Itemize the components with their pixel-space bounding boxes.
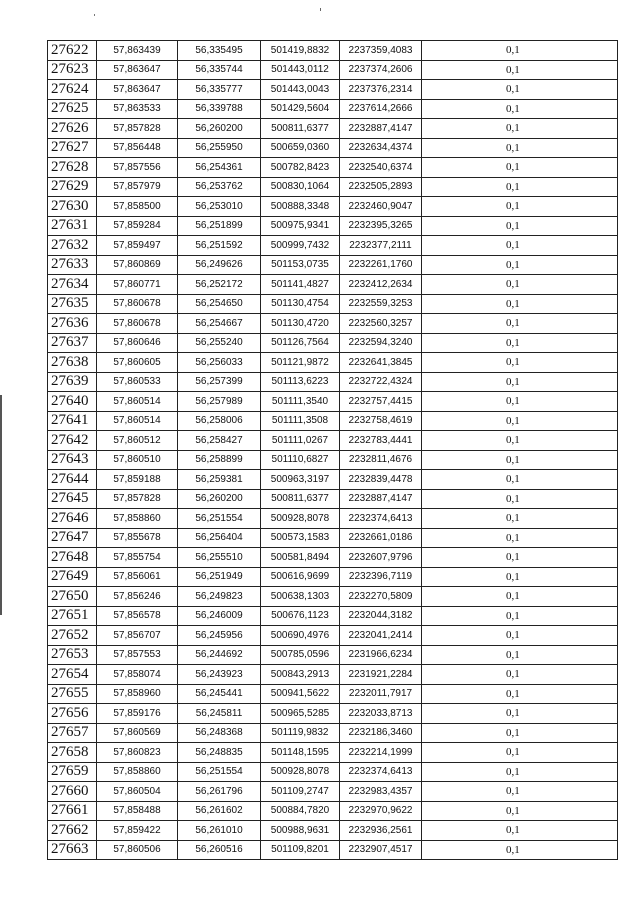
value-cell: 0,1 xyxy=(422,392,618,412)
point-number-cell: 27633 xyxy=(48,255,97,275)
latitude-cell: 57,860605 xyxy=(97,353,178,373)
table-row xyxy=(48,509,618,529)
y-coordinate-cell: 2232783,4441 xyxy=(340,431,422,451)
table-row xyxy=(48,645,618,665)
point-number-cell: 27660 xyxy=(48,782,97,802)
y-coordinate-cell: 2232261,1760 xyxy=(340,255,422,275)
point-number-cell: 27645 xyxy=(48,489,97,509)
value-cell: 0,1 xyxy=(422,509,618,529)
latitude-cell: 57,857828 xyxy=(97,119,178,139)
value-cell: 0,1 xyxy=(422,353,618,373)
y-coordinate-cell: 2232811,4676 xyxy=(340,450,422,470)
table-row xyxy=(48,840,618,860)
latitude-cell: 57,855678 xyxy=(97,528,178,548)
longitude-cell: 56,255240 xyxy=(178,333,261,353)
value-cell: 0,1 xyxy=(422,333,618,353)
value-cell: 0,1 xyxy=(422,743,618,763)
y-coordinate-cell: 2232560,3257 xyxy=(340,314,422,334)
latitude-cell: 57,860533 xyxy=(97,372,178,392)
latitude-cell: 57,860678 xyxy=(97,314,178,334)
y-coordinate-cell: 2232186,3460 xyxy=(340,723,422,743)
longitude-cell: 56,251949 xyxy=(178,567,261,587)
y-coordinate-cell: 2232011,7917 xyxy=(340,684,422,704)
x-coordinate-cell: 500811,6377 xyxy=(261,489,340,509)
table-row xyxy=(48,587,618,607)
longitude-cell: 56,258006 xyxy=(178,411,261,431)
longitude-cell: 56,256404 xyxy=(178,528,261,548)
point-number-cell: 27637 xyxy=(48,333,97,353)
longitude-cell: 56,245441 xyxy=(178,684,261,704)
table-row xyxy=(48,80,618,100)
x-coordinate-cell: 500963,3197 xyxy=(261,470,340,490)
point-number-cell: 27625 xyxy=(48,99,97,119)
longitude-cell: 56,259381 xyxy=(178,470,261,490)
latitude-cell: 57,863647 xyxy=(97,80,178,100)
y-coordinate-cell: 2231921,2284 xyxy=(340,665,422,685)
value-cell: 0,1 xyxy=(422,840,618,860)
latitude-cell: 57,859284 xyxy=(97,216,178,236)
latitude-cell: 57,860506 xyxy=(97,840,178,860)
point-number-cell: 27639 xyxy=(48,372,97,392)
y-coordinate-cell: 2232044,3182 xyxy=(340,606,422,626)
point-number-cell: 27641 xyxy=(48,411,97,431)
x-coordinate-cell: 501121,9872 xyxy=(261,353,340,373)
point-number-cell: 27659 xyxy=(48,762,97,782)
value-cell: 0,1 xyxy=(422,626,618,646)
x-coordinate-cell: 501153,0735 xyxy=(261,255,340,275)
longitude-cell: 56,251899 xyxy=(178,216,261,236)
x-coordinate-cell: 501443,0112 xyxy=(261,60,340,80)
y-coordinate-cell: 2237374,2606 xyxy=(340,60,422,80)
latitude-cell: 57,857556 xyxy=(97,158,178,178)
table-row xyxy=(48,782,618,802)
y-coordinate-cell: 2232505,2893 xyxy=(340,177,422,197)
value-cell: 0,1 xyxy=(422,41,618,61)
point-number-cell: 27655 xyxy=(48,684,97,704)
point-number-cell: 27651 xyxy=(48,606,97,626)
x-coordinate-cell: 501141,4827 xyxy=(261,275,340,295)
longitude-cell: 56,260200 xyxy=(178,119,261,139)
x-coordinate-cell: 500843,2913 xyxy=(261,665,340,685)
longitude-cell: 56,256033 xyxy=(178,353,261,373)
y-coordinate-cell: 2232214,1999 xyxy=(340,743,422,763)
y-coordinate-cell: 2232722,4324 xyxy=(340,372,422,392)
point-number-cell: 27622 xyxy=(48,41,97,61)
table-row xyxy=(48,197,618,217)
value-cell: 0,1 xyxy=(422,450,618,470)
latitude-cell: 57,860678 xyxy=(97,294,178,314)
latitude-cell: 57,857828 xyxy=(97,489,178,509)
longitude-cell: 56,248368 xyxy=(178,723,261,743)
x-coordinate-cell: 500928,8078 xyxy=(261,762,340,782)
point-number-cell: 27636 xyxy=(48,314,97,334)
longitude-cell: 56,245956 xyxy=(178,626,261,646)
table-row xyxy=(48,333,618,353)
x-coordinate-cell: 500928,8078 xyxy=(261,509,340,529)
point-number-cell: 27626 xyxy=(48,119,97,139)
longitude-cell: 56,252172 xyxy=(178,275,261,295)
x-coordinate-cell: 500573,1583 xyxy=(261,528,340,548)
latitude-cell: 57,859176 xyxy=(97,704,178,724)
value-cell: 0,1 xyxy=(422,255,618,275)
latitude-cell: 57,858960 xyxy=(97,684,178,704)
value-cell: 0,1 xyxy=(422,587,618,607)
latitude-cell: 57,856578 xyxy=(97,606,178,626)
value-cell: 0,1 xyxy=(422,411,618,431)
x-coordinate-cell: 501429,5604 xyxy=(261,99,340,119)
latitude-cell: 57,857553 xyxy=(97,645,178,665)
y-coordinate-cell: 2231966,6234 xyxy=(340,645,422,665)
value-cell: 0,1 xyxy=(422,762,618,782)
x-coordinate-cell: 500659,0360 xyxy=(261,138,340,158)
x-coordinate-cell: 501111,3508 xyxy=(261,411,340,431)
latitude-cell: 57,856061 xyxy=(97,567,178,587)
x-coordinate-cell: 501111,0267 xyxy=(261,431,340,451)
y-coordinate-cell: 2232396,7119 xyxy=(340,567,422,587)
y-coordinate-cell: 2232412,2634 xyxy=(340,275,422,295)
point-number-cell: 27657 xyxy=(48,723,97,743)
y-coordinate-cell: 2237614,2666 xyxy=(340,99,422,119)
point-number-cell: 27658 xyxy=(48,743,97,763)
table-row xyxy=(48,236,618,256)
table-row xyxy=(48,450,618,470)
value-cell: 0,1 xyxy=(422,470,618,490)
point-number-cell: 27652 xyxy=(48,626,97,646)
y-coordinate-cell: 2232634,4374 xyxy=(340,138,422,158)
y-coordinate-cell: 2232395,3265 xyxy=(340,216,422,236)
table-row xyxy=(48,470,618,490)
table-row xyxy=(48,489,618,509)
table-row xyxy=(48,801,618,821)
longitude-cell: 56,254650 xyxy=(178,294,261,314)
point-number-cell: 27642 xyxy=(48,431,97,451)
point-number-cell: 27628 xyxy=(48,158,97,178)
longitude-cell: 56,243923 xyxy=(178,665,261,685)
table-row xyxy=(48,528,618,548)
longitude-cell: 56,249626 xyxy=(178,255,261,275)
coordinates-table xyxy=(47,40,618,860)
latitude-cell: 57,857979 xyxy=(97,177,178,197)
longitude-cell: 56,246009 xyxy=(178,606,261,626)
longitude-cell: 56,261602 xyxy=(178,801,261,821)
y-coordinate-cell: 2232907,4517 xyxy=(340,840,422,860)
table-row xyxy=(48,548,618,568)
y-coordinate-cell: 2232661,0186 xyxy=(340,528,422,548)
point-number-cell: 27631 xyxy=(48,216,97,236)
table-row xyxy=(48,158,618,178)
value-cell: 0,1 xyxy=(422,216,618,236)
y-coordinate-cell: 2232374,6413 xyxy=(340,509,422,529)
longitude-cell: 56,254667 xyxy=(178,314,261,334)
value-cell: 0,1 xyxy=(422,294,618,314)
longitude-cell: 56,335495 xyxy=(178,41,261,61)
table-row xyxy=(48,567,618,587)
table-row xyxy=(48,314,618,334)
latitude-cell: 57,863533 xyxy=(97,99,178,119)
table-row xyxy=(48,665,618,685)
point-number-cell: 27627 xyxy=(48,138,97,158)
scan-mark xyxy=(94,14,95,16)
table-row xyxy=(48,626,618,646)
x-coordinate-cell: 500988,9631 xyxy=(261,821,340,841)
point-number-cell: 27640 xyxy=(48,392,97,412)
longitude-cell: 56,339788 xyxy=(178,99,261,119)
y-coordinate-cell: 2232641,3845 xyxy=(340,353,422,373)
y-coordinate-cell: 2232033,8713 xyxy=(340,704,422,724)
table-row xyxy=(48,294,618,314)
latitude-cell: 57,855754 xyxy=(97,548,178,568)
latitude-cell: 57,860512 xyxy=(97,431,178,451)
y-coordinate-cell: 2232970,9622 xyxy=(340,801,422,821)
x-coordinate-cell: 501109,2747 xyxy=(261,782,340,802)
longitude-cell: 56,335777 xyxy=(178,80,261,100)
y-coordinate-cell: 2232936,2561 xyxy=(340,821,422,841)
latitude-cell: 57,858500 xyxy=(97,197,178,217)
point-number-cell: 27648 xyxy=(48,548,97,568)
longitude-cell: 56,251554 xyxy=(178,509,261,529)
latitude-cell: 57,858074 xyxy=(97,665,178,685)
longitude-cell: 56,253010 xyxy=(178,197,261,217)
latitude-cell: 57,860569 xyxy=(97,723,178,743)
value-cell: 0,1 xyxy=(422,723,618,743)
latitude-cell: 57,858488 xyxy=(97,801,178,821)
table-row xyxy=(48,392,618,412)
x-coordinate-cell: 500830,1064 xyxy=(261,177,340,197)
value-cell: 0,1 xyxy=(422,548,618,568)
table-row xyxy=(48,41,618,61)
value-cell: 0,1 xyxy=(422,782,618,802)
longitude-cell: 56,258899 xyxy=(178,450,261,470)
x-coordinate-cell: 500676,1123 xyxy=(261,606,340,626)
x-coordinate-cell: 501443,0043 xyxy=(261,80,340,100)
longitude-cell: 56,251592 xyxy=(178,236,261,256)
longitude-cell: 56,260516 xyxy=(178,840,261,860)
latitude-cell: 57,860771 xyxy=(97,275,178,295)
x-coordinate-cell: 500785,0596 xyxy=(261,645,340,665)
longitude-cell: 56,261796 xyxy=(178,782,261,802)
x-coordinate-cell: 501126,7564 xyxy=(261,333,340,353)
table-row xyxy=(48,99,618,119)
y-coordinate-cell: 2232041,2414 xyxy=(340,626,422,646)
value-cell: 0,1 xyxy=(422,236,618,256)
longitude-cell: 56,255510 xyxy=(178,548,261,568)
y-coordinate-cell: 2232839,4478 xyxy=(340,470,422,490)
x-coordinate-cell: 500975,9341 xyxy=(261,216,340,236)
y-coordinate-cell: 2232757,4415 xyxy=(340,392,422,412)
latitude-cell: 57,859188 xyxy=(97,470,178,490)
x-coordinate-cell: 501113,6223 xyxy=(261,372,340,392)
table-row xyxy=(48,138,618,158)
y-coordinate-cell: 2232887,4147 xyxy=(340,119,422,139)
value-cell: 0,1 xyxy=(422,372,618,392)
y-coordinate-cell: 2237359,4083 xyxy=(340,41,422,61)
point-number-cell: 27634 xyxy=(48,275,97,295)
value-cell: 0,1 xyxy=(422,138,618,158)
x-coordinate-cell: 500811,6377 xyxy=(261,119,340,139)
table-row xyxy=(48,119,618,139)
latitude-cell: 57,856707 xyxy=(97,626,178,646)
longitude-cell: 56,257399 xyxy=(178,372,261,392)
x-coordinate-cell: 500888,3348 xyxy=(261,197,340,217)
latitude-cell: 57,858860 xyxy=(97,762,178,782)
y-coordinate-cell: 2232374,6413 xyxy=(340,762,422,782)
table-row xyxy=(48,60,618,80)
x-coordinate-cell: 500581,8494 xyxy=(261,548,340,568)
value-cell: 0,1 xyxy=(422,821,618,841)
point-number-cell: 27663 xyxy=(48,840,97,860)
longitude-cell: 56,251554 xyxy=(178,762,261,782)
point-number-cell: 27632 xyxy=(48,236,97,256)
table-row xyxy=(48,372,618,392)
y-coordinate-cell: 2232540,6374 xyxy=(340,158,422,178)
table-row xyxy=(48,606,618,626)
point-number-cell: 27646 xyxy=(48,509,97,529)
point-number-cell: 27662 xyxy=(48,821,97,841)
value-cell: 0,1 xyxy=(422,489,618,509)
table-row xyxy=(48,275,618,295)
latitude-cell: 57,858860 xyxy=(97,509,178,529)
longitude-cell: 56,255950 xyxy=(178,138,261,158)
value-cell: 0,1 xyxy=(422,431,618,451)
longitude-cell: 56,253762 xyxy=(178,177,261,197)
binding-edge xyxy=(0,395,2,615)
value-cell: 0,1 xyxy=(422,314,618,334)
latitude-cell: 57,860510 xyxy=(97,450,178,470)
x-coordinate-cell: 501130,4754 xyxy=(261,294,340,314)
x-coordinate-cell: 500616,9699 xyxy=(261,567,340,587)
y-coordinate-cell: 2232983,4357 xyxy=(340,782,422,802)
longitude-cell: 56,244692 xyxy=(178,645,261,665)
table-row xyxy=(48,411,618,431)
x-coordinate-cell: 500638,1303 xyxy=(261,587,340,607)
value-cell: 0,1 xyxy=(422,567,618,587)
point-number-cell: 27647 xyxy=(48,528,97,548)
table-row xyxy=(48,216,618,236)
point-number-cell: 27638 xyxy=(48,353,97,373)
point-number-cell: 27661 xyxy=(48,801,97,821)
y-coordinate-cell: 2232377,2111 xyxy=(340,236,422,256)
latitude-cell: 57,856246 xyxy=(97,587,178,607)
x-coordinate-cell: 500884,7820 xyxy=(261,801,340,821)
longitude-cell: 56,245811 xyxy=(178,704,261,724)
table-row xyxy=(48,177,618,197)
latitude-cell: 57,859422 xyxy=(97,821,178,841)
point-number-cell: 27623 xyxy=(48,60,97,80)
value-cell: 0,1 xyxy=(422,158,618,178)
x-coordinate-cell: 501109,8201 xyxy=(261,840,340,860)
table-row xyxy=(48,762,618,782)
x-coordinate-cell: 501110,6827 xyxy=(261,450,340,470)
value-cell: 0,1 xyxy=(422,528,618,548)
value-cell: 0,1 xyxy=(422,665,618,685)
latitude-cell: 57,860514 xyxy=(97,392,178,412)
table-row xyxy=(48,353,618,373)
x-coordinate-cell: 501130,4720 xyxy=(261,314,340,334)
table-row xyxy=(48,431,618,451)
table-row xyxy=(48,255,618,275)
x-coordinate-cell: 500965,5285 xyxy=(261,704,340,724)
value-cell: 0,1 xyxy=(422,684,618,704)
longitude-cell: 56,254361 xyxy=(178,158,261,178)
latitude-cell: 57,860823 xyxy=(97,743,178,763)
value-cell: 0,1 xyxy=(422,60,618,80)
point-number-cell: 27635 xyxy=(48,294,97,314)
value-cell: 0,1 xyxy=(422,80,618,100)
x-coordinate-cell: 500941,5622 xyxy=(261,684,340,704)
x-coordinate-cell: 500690,4976 xyxy=(261,626,340,646)
point-number-cell: 27654 xyxy=(48,665,97,685)
latitude-cell: 57,863647 xyxy=(97,60,178,80)
x-coordinate-cell: 500999,7432 xyxy=(261,236,340,256)
y-coordinate-cell: 2232758,4619 xyxy=(340,411,422,431)
y-coordinate-cell: 2237376,2314 xyxy=(340,80,422,100)
latitude-cell: 57,860869 xyxy=(97,255,178,275)
y-coordinate-cell: 2232594,3240 xyxy=(340,333,422,353)
x-coordinate-cell: 501119,9832 xyxy=(261,723,340,743)
point-number-cell: 27643 xyxy=(48,450,97,470)
table-row xyxy=(48,704,618,724)
table-row xyxy=(48,821,618,841)
table-row xyxy=(48,743,618,763)
longitude-cell: 56,261010 xyxy=(178,821,261,841)
longitude-cell: 56,249823 xyxy=(178,587,261,607)
x-coordinate-cell: 501419,8832 xyxy=(261,41,340,61)
coordinates-table-body xyxy=(48,41,618,860)
y-coordinate-cell: 2232270,5809 xyxy=(340,587,422,607)
y-coordinate-cell: 2232887,4147 xyxy=(340,489,422,509)
x-coordinate-cell: 501111,3540 xyxy=(261,392,340,412)
longitude-cell: 56,258427 xyxy=(178,431,261,451)
point-number-cell: 27629 xyxy=(48,177,97,197)
scan-mark xyxy=(320,8,321,11)
y-coordinate-cell: 2232559,3253 xyxy=(340,294,422,314)
point-number-cell: 27653 xyxy=(48,645,97,665)
latitude-cell: 57,856448 xyxy=(97,138,178,158)
point-number-cell: 27650 xyxy=(48,587,97,607)
point-number-cell: 27624 xyxy=(48,80,97,100)
value-cell: 0,1 xyxy=(422,177,618,197)
value-cell: 0,1 xyxy=(422,606,618,626)
table-row xyxy=(48,684,618,704)
value-cell: 0,1 xyxy=(422,119,618,139)
point-number-cell: 27644 xyxy=(48,470,97,490)
x-coordinate-cell: 500782,8423 xyxy=(261,158,340,178)
y-coordinate-cell: 2232607,9796 xyxy=(340,548,422,568)
table-row xyxy=(48,723,618,743)
x-coordinate-cell: 501148,1595 xyxy=(261,743,340,763)
longitude-cell: 56,260200 xyxy=(178,489,261,509)
value-cell: 0,1 xyxy=(422,801,618,821)
longitude-cell: 56,248835 xyxy=(178,743,261,763)
latitude-cell: 57,863439 xyxy=(97,41,178,61)
latitude-cell: 57,860514 xyxy=(97,411,178,431)
longitude-cell: 56,257989 xyxy=(178,392,261,412)
point-number-cell: 27649 xyxy=(48,567,97,587)
y-coordinate-cell: 2232460,9047 xyxy=(340,197,422,217)
value-cell: 0,1 xyxy=(422,99,618,119)
value-cell: 0,1 xyxy=(422,197,618,217)
value-cell: 0,1 xyxy=(422,275,618,295)
latitude-cell: 57,859497 xyxy=(97,236,178,256)
latitude-cell: 57,860504 xyxy=(97,782,178,802)
point-number-cell: 27656 xyxy=(48,704,97,724)
value-cell: 0,1 xyxy=(422,704,618,724)
value-cell: 0,1 xyxy=(422,645,618,665)
point-number-cell: 27630 xyxy=(48,197,97,217)
longitude-cell: 56,335744 xyxy=(178,60,261,80)
latitude-cell: 57,860646 xyxy=(97,333,178,353)
